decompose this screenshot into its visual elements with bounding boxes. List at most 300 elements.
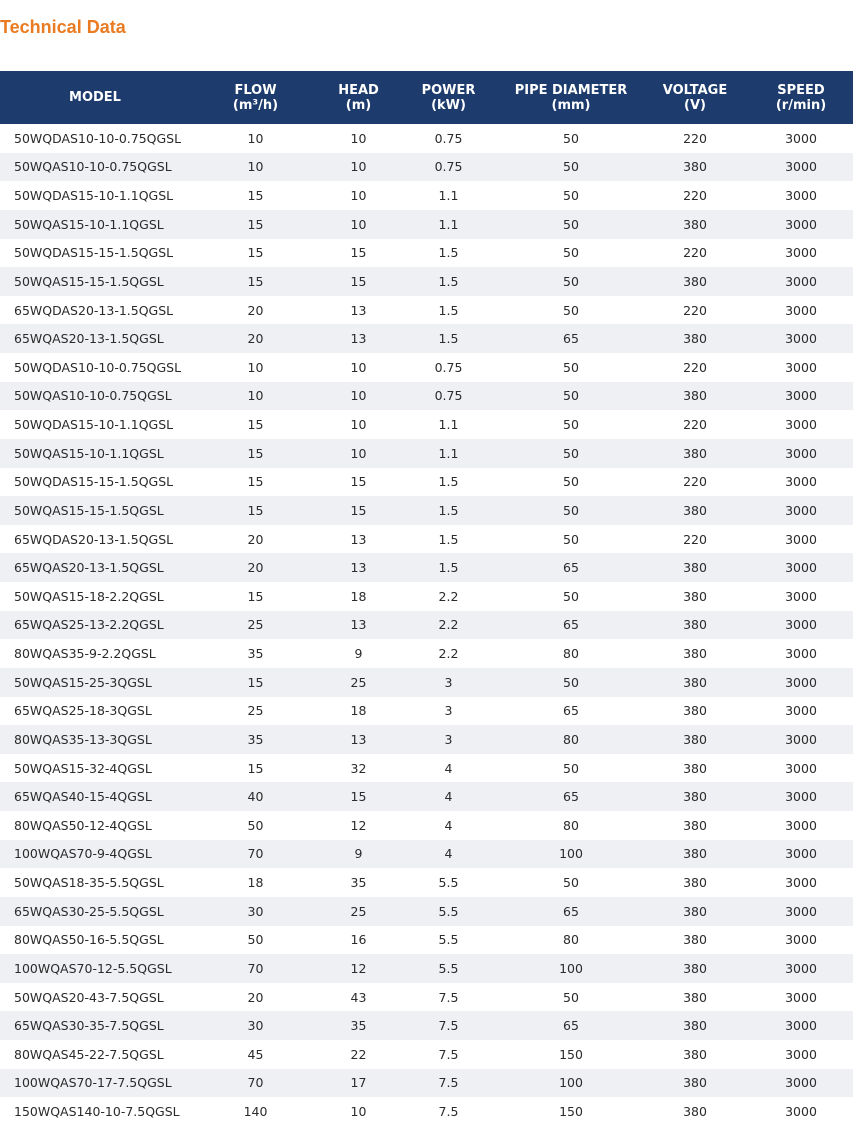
cell-pipe-diameter: 150: [559, 1046, 583, 1062]
cell-flow: 20: [247, 302, 264, 318]
cell-flow: 10: [247, 359, 264, 375]
cell-flow: 15: [247, 588, 264, 604]
cell-pipe-diameter: 50: [563, 674, 579, 690]
cell-flow: 15: [247, 502, 264, 518]
cell-head: 12: [350, 960, 367, 976]
cell-pipe-diameter: 50: [563, 474, 579, 490]
table-row: [0, 353, 853, 382]
cell-power: 1.5: [438, 474, 459, 490]
table-row: [0, 239, 853, 268]
cell-speed: 3000: [785, 130, 817, 146]
cell-model: 50WQAS20-43-7.5QGSL: [14, 989, 164, 1005]
table-row: [0, 668, 853, 697]
header-unit: (V): [684, 97, 706, 113]
table-row: [0, 782, 853, 811]
cell-flow: 15: [247, 445, 264, 461]
table-row: [0, 811, 853, 840]
cell-flow: 10: [247, 130, 264, 146]
cell-power: 5.5: [438, 875, 459, 891]
cell-speed: 3000: [785, 417, 817, 433]
cell-voltage: 220: [683, 302, 707, 318]
cell-flow: 10: [247, 388, 264, 404]
cell-pipe-diameter: 80: [563, 731, 579, 747]
cell-pipe-diameter: 50: [563, 159, 579, 175]
cell-flow: 35: [247, 646, 264, 662]
cell-power: 3: [444, 703, 453, 719]
cell-model: 80WQAS50-12-4QGSL: [14, 817, 152, 833]
cell-speed: 3000: [785, 388, 817, 404]
table-row: [0, 639, 853, 668]
cell-model: 65WQAS20-13-1.5QGSL: [14, 560, 164, 576]
cell-head: 10: [350, 159, 367, 175]
cell-model: 80WQAS35-9-2.2QGSL: [14, 646, 156, 662]
technical-data-table: [0, 71, 853, 1126]
cell-head: 17: [350, 1075, 367, 1091]
cell-model: 65WQDAS20-13-1.5QGSL: [14, 531, 174, 547]
cell-flow: 50: [247, 817, 264, 833]
cell-power: 2.2: [438, 646, 459, 662]
header-label: POWER: [421, 82, 476, 98]
cell-voltage: 380: [683, 846, 707, 862]
cell-voltage: 380: [683, 445, 707, 461]
table-row: [0, 496, 853, 525]
cell-power: 1.1: [438, 445, 459, 461]
table-row: [0, 840, 853, 869]
cell-flow: 25: [247, 703, 264, 719]
cell-flow: 15: [247, 417, 264, 433]
cell-model: 100WQAS70-17-7.5QGSL: [14, 1075, 172, 1091]
cell-voltage: 380: [683, 588, 707, 604]
cell-voltage: 380: [683, 159, 707, 175]
table-row: [0, 181, 853, 210]
cell-flow: 30: [247, 1018, 264, 1034]
table-row: [0, 1040, 853, 1069]
cell-voltage: 380: [683, 789, 707, 805]
cell-speed: 3000: [785, 960, 817, 976]
cell-pipe-diameter: 50: [563, 130, 579, 146]
table-row: [0, 754, 853, 783]
cell-head: 10: [350, 130, 367, 146]
cell-head: 9: [354, 646, 363, 662]
cell-pipe-diameter: 65: [563, 331, 579, 347]
cell-head: 10: [350, 1104, 367, 1120]
table-body: [0, 124, 853, 1126]
cell-flow: 18: [247, 875, 264, 891]
cell-pipe-diameter: 50: [563, 273, 579, 289]
cell-power: 7.5: [438, 989, 459, 1005]
cell-flow: 20: [247, 560, 264, 576]
table-row: [0, 267, 853, 296]
cell-speed: 3000: [785, 789, 817, 805]
header-unit: (r/min): [775, 97, 827, 113]
cell-speed: 3000: [785, 760, 817, 776]
cell-speed: 3000: [785, 474, 817, 490]
cell-head: 16: [350, 932, 367, 948]
cell-flow: 20: [247, 989, 264, 1005]
cell-power: 3: [444, 731, 453, 747]
cell-head: 10: [350, 417, 367, 433]
header-unit: (m): [345, 97, 372, 113]
cell-head: 13: [350, 531, 367, 547]
cell-voltage: 380: [683, 989, 707, 1005]
cell-flow: 15: [247, 273, 264, 289]
table-row: [0, 954, 853, 983]
table-row: [0, 296, 853, 325]
cell-model: 50WQAS18-35-5.5QGSL: [14, 875, 164, 891]
cell-power: 1.5: [438, 502, 459, 518]
table-row: [0, 582, 853, 611]
table-row: [0, 124, 853, 153]
header-unit: (mm): [551, 97, 591, 113]
cell-power: 4: [444, 760, 453, 776]
cell-head: 10: [350, 388, 367, 404]
cell-power: 0.75: [434, 388, 463, 404]
cell-model: 65WQDAS20-13-1.5QGSL: [14, 302, 174, 318]
cell-pipe-diameter: 65: [563, 617, 579, 633]
cell-speed: 3000: [785, 302, 817, 318]
cell-head: 13: [350, 331, 367, 347]
cell-head: 22: [350, 1046, 367, 1062]
cell-pipe-diameter: 50: [563, 302, 579, 318]
cell-pipe-diameter: 65: [563, 903, 579, 919]
cell-speed: 3000: [785, 331, 817, 347]
cell-head: 10: [350, 445, 367, 461]
cell-model: 100WQAS70-9-4QGSL: [14, 846, 152, 862]
header-unit: (m³/h): [232, 97, 279, 113]
cell-voltage: 380: [683, 817, 707, 833]
table-row: [0, 1069, 853, 1098]
cell-head: 25: [350, 674, 367, 690]
cell-speed: 3000: [785, 617, 817, 633]
header-label: FLOW: [234, 82, 277, 98]
cell-speed: 3000: [785, 359, 817, 375]
cell-flow: 30: [247, 903, 264, 919]
cell-speed: 3000: [785, 188, 817, 204]
table-row: [0, 1097, 853, 1126]
cell-flow: 70: [247, 960, 264, 976]
cell-voltage: 220: [683, 531, 707, 547]
table-row: [0, 926, 853, 955]
cell-flow: 10: [247, 159, 264, 175]
cell-head: 9: [354, 846, 363, 862]
cell-model: 50WQAS10-10-0.75QGSL: [14, 388, 172, 404]
cell-voltage: 380: [683, 903, 707, 919]
cell-head: 10: [350, 359, 367, 375]
header-label: MODEL: [69, 90, 121, 105]
header-model: [0, 71, 190, 124]
cell-pipe-diameter: 50: [563, 245, 579, 261]
cell-model: 65WQAS40-15-4QGSL: [14, 789, 152, 805]
cell-speed: 3000: [785, 875, 817, 891]
cell-pipe-diameter: 80: [563, 646, 579, 662]
cell-model: 65WQAS30-35-7.5QGSL: [14, 1018, 164, 1034]
cell-power: 7.5: [438, 1046, 459, 1062]
cell-power: 1.1: [438, 417, 459, 433]
cell-pipe-diameter: 50: [563, 875, 579, 891]
cell-pipe-diameter: 150: [559, 1104, 583, 1120]
table-row: [0, 611, 853, 640]
cell-voltage: 380: [683, 216, 707, 232]
cell-voltage: 380: [683, 502, 707, 518]
cell-voltage: 380: [683, 273, 707, 289]
cell-power: 0.75: [434, 359, 463, 375]
cell-pipe-diameter: 100: [559, 1075, 583, 1091]
cell-pipe-diameter: 65: [563, 703, 579, 719]
cell-voltage: 380: [683, 646, 707, 662]
table-row: [0, 725, 853, 754]
cell-power: 1.5: [438, 531, 459, 547]
cell-speed: 3000: [785, 216, 817, 232]
cell-power: 3: [444, 674, 453, 690]
cell-head: 13: [350, 617, 367, 633]
cell-flow: 20: [247, 531, 264, 547]
cell-head: 13: [350, 302, 367, 318]
table-row: [0, 868, 853, 897]
table-row: [0, 897, 853, 926]
cell-power: 7.5: [438, 1075, 459, 1091]
cell-model: 50WQAS15-15-1.5QGSL: [14, 273, 164, 289]
cell-model: 65WQAS25-13-2.2QGSL: [14, 617, 164, 633]
cell-power: 2.2: [438, 588, 459, 604]
cell-voltage: 380: [683, 388, 707, 404]
cell-head: 15: [350, 245, 367, 261]
cell-head: 15: [350, 273, 367, 289]
cell-model: 80WQAS50-16-5.5QGSL: [14, 932, 164, 948]
header-speed: [749, 71, 853, 124]
cell-voltage: 220: [683, 417, 707, 433]
cell-model: 50WQDAS15-10-1.1QGSL: [14, 188, 174, 204]
cell-pipe-diameter: 65: [563, 560, 579, 576]
header-label: PIPE DIAMETER: [514, 82, 628, 98]
cell-head: 35: [350, 875, 367, 891]
cell-pipe-diameter: 65: [563, 789, 579, 805]
header-unit: (kW): [431, 97, 466, 113]
cell-model: 50WQAS15-10-1.1QGSL: [14, 216, 164, 232]
cell-model: 80WQAS35-13-3QGSL: [14, 731, 152, 747]
header-head: [321, 71, 396, 124]
cell-voltage: 380: [683, 1046, 707, 1062]
cell-voltage: 380: [683, 875, 707, 891]
header-power: [396, 71, 501, 124]
cell-voltage: 380: [683, 731, 707, 747]
cell-power: 4: [444, 789, 453, 805]
cell-model: 100WQAS70-12-5.5QGSL: [14, 960, 172, 976]
cell-pipe-diameter: 50: [563, 445, 579, 461]
cell-flow: 40: [247, 789, 264, 805]
cell-power: 4: [444, 817, 453, 833]
cell-pipe-diameter: 65: [563, 1018, 579, 1034]
cell-pipe-diameter: 50: [563, 388, 579, 404]
table-row: [0, 153, 853, 182]
header-pipe-diameter: [501, 71, 641, 124]
table-row: [0, 983, 853, 1012]
cell-flow: 15: [247, 760, 264, 776]
cell-power: 7.5: [438, 1018, 459, 1034]
header-label: SPEED: [777, 82, 825, 98]
table-row: [0, 697, 853, 726]
cell-speed: 3000: [785, 989, 817, 1005]
table-row: [0, 553, 853, 582]
cell-model: 50WQAS10-10-0.75QGSL: [14, 159, 172, 175]
cell-voltage: 220: [683, 130, 707, 146]
header-voltage: [641, 71, 749, 124]
cell-voltage: 380: [683, 932, 707, 948]
cell-head: 13: [350, 731, 367, 747]
cell-model: 80WQAS45-22-7.5QGSL: [14, 1046, 164, 1062]
cell-voltage: 380: [683, 703, 707, 719]
cell-voltage: 380: [683, 1018, 707, 1034]
cell-speed: 3000: [785, 1104, 817, 1120]
cell-speed: 3000: [785, 159, 817, 175]
cell-flow: 15: [247, 188, 264, 204]
cell-power: 1.5: [438, 273, 459, 289]
cell-model: 50WQDAS10-10-0.75QGSL: [14, 359, 182, 375]
cell-head: 25: [350, 903, 367, 919]
table-row: [0, 525, 853, 554]
cell-power: 0.75: [434, 159, 463, 175]
cell-flow: 70: [247, 1075, 264, 1091]
cell-flow: 70: [247, 846, 264, 862]
table-row: [0, 410, 853, 439]
cell-speed: 3000: [785, 674, 817, 690]
cell-model: 50WQDAS15-15-1.5QGSL: [14, 474, 174, 490]
cell-speed: 3000: [785, 531, 817, 547]
cell-head: 15: [350, 474, 367, 490]
cell-voltage: 380: [683, 617, 707, 633]
cell-head: 18: [350, 703, 367, 719]
cell-head: 35: [350, 1018, 367, 1034]
cell-speed: 3000: [785, 445, 817, 461]
cell-power: 5.5: [438, 932, 459, 948]
cell-power: 5.5: [438, 903, 459, 919]
cell-power: 5.5: [438, 960, 459, 976]
cell-head: 32: [350, 760, 367, 776]
cell-voltage: 380: [683, 960, 707, 976]
cell-flow: 15: [247, 216, 264, 232]
cell-flow: 25: [247, 617, 264, 633]
cell-pipe-diameter: 80: [563, 932, 579, 948]
table-row: [0, 210, 853, 239]
cell-model: 50WQAS15-25-3QGSL: [14, 674, 152, 690]
cell-flow: 50: [247, 932, 264, 948]
cell-speed: 3000: [785, 1075, 817, 1091]
cell-head: 18: [350, 588, 367, 604]
cell-power: 7.5: [438, 1104, 459, 1120]
cell-power: 0.75: [434, 130, 463, 146]
cell-model: 150WQAS140-10-7.5QGSL: [14, 1104, 180, 1120]
cell-model: 50WQAS15-32-4QGSL: [14, 760, 152, 776]
header-flow: [190, 71, 321, 124]
cell-model: 50WQDAS15-15-1.5QGSL: [14, 245, 174, 261]
cell-head: 12: [350, 817, 367, 833]
cell-head: 15: [350, 789, 367, 805]
cell-head: 10: [350, 188, 367, 204]
cell-model: 65WQAS20-13-1.5QGSL: [14, 331, 164, 347]
cell-pipe-diameter: 50: [563, 188, 579, 204]
cell-pipe-diameter: 50: [563, 989, 579, 1005]
cell-flow: 20: [247, 331, 264, 347]
table-header: [0, 71, 853, 124]
cell-head: 15: [350, 502, 367, 518]
cell-model: 50WQDAS10-10-0.75QGSL: [14, 130, 182, 146]
cell-model: 50WQAS15-18-2.2QGSL: [14, 588, 164, 604]
table-row: [0, 1011, 853, 1040]
cell-pipe-diameter: 50: [563, 216, 579, 232]
cell-voltage: 380: [683, 331, 707, 347]
cell-model: 50WQAS15-15-1.5QGSL: [14, 502, 164, 518]
cell-model: 65WQAS25-18-3QGSL: [14, 703, 152, 719]
cell-pipe-diameter: 50: [563, 417, 579, 433]
cell-power: 1.5: [438, 560, 459, 576]
cell-flow: 15: [247, 674, 264, 690]
cell-power: 4: [444, 846, 453, 862]
cell-speed: 3000: [785, 846, 817, 862]
cell-pipe-diameter: 100: [559, 846, 583, 862]
cell-speed: 3000: [785, 1018, 817, 1034]
cell-speed: 3000: [785, 646, 817, 662]
cell-head: 13: [350, 560, 367, 576]
cell-speed: 3000: [785, 502, 817, 518]
cell-power: 1.1: [438, 188, 459, 204]
cell-voltage: 380: [683, 674, 707, 690]
cell-flow: 45: [247, 1046, 264, 1062]
cell-speed: 3000: [785, 817, 817, 833]
cell-pipe-diameter: 50: [563, 531, 579, 547]
cell-flow: 35: [247, 731, 264, 747]
cell-speed: 3000: [785, 273, 817, 289]
cell-voltage: 380: [683, 760, 707, 776]
cell-voltage: 220: [683, 359, 707, 375]
cell-speed: 3000: [785, 932, 817, 948]
cell-power: 1.5: [438, 245, 459, 261]
table-row: [0, 468, 853, 497]
cell-power: 1.5: [438, 302, 459, 318]
table-row: [0, 439, 853, 468]
table-row: [0, 324, 853, 353]
cell-power: 1.5: [438, 331, 459, 347]
cell-speed: 3000: [785, 903, 817, 919]
cell-pipe-diameter: 50: [563, 760, 579, 776]
page-title: Technical Data: [0, 17, 126, 37]
cell-power: 2.2: [438, 617, 459, 633]
cell-speed: 3000: [785, 588, 817, 604]
cell-flow: 15: [247, 245, 264, 261]
cell-voltage: 380: [683, 1104, 707, 1120]
cell-pipe-diameter: 80: [563, 817, 579, 833]
cell-flow: 15: [247, 474, 264, 490]
cell-pipe-diameter: 50: [563, 502, 579, 518]
cell-speed: 3000: [785, 731, 817, 747]
cell-model: 50WQDAS15-10-1.1QGSL: [14, 417, 174, 433]
cell-pipe-diameter: 50: [563, 588, 579, 604]
header-label: HEAD: [338, 82, 379, 98]
cell-speed: 3000: [785, 703, 817, 719]
cell-voltage: 380: [683, 1075, 707, 1091]
header-label: VOLTAGE: [662, 82, 728, 98]
cell-speed: 3000: [785, 1046, 817, 1062]
cell-head: 10: [350, 216, 367, 232]
cell-speed: 3000: [785, 245, 817, 261]
cell-model: 50WQAS15-10-1.1QGSL: [14, 445, 164, 461]
cell-voltage: 380: [683, 560, 707, 576]
cell-pipe-diameter: 100: [559, 960, 583, 976]
cell-voltage: 220: [683, 188, 707, 204]
cell-pipe-diameter: 50: [563, 359, 579, 375]
cell-flow: 140: [243, 1104, 268, 1120]
table-row: [0, 382, 853, 411]
cell-power: 1.1: [438, 216, 459, 232]
cell-speed: 3000: [785, 560, 817, 576]
